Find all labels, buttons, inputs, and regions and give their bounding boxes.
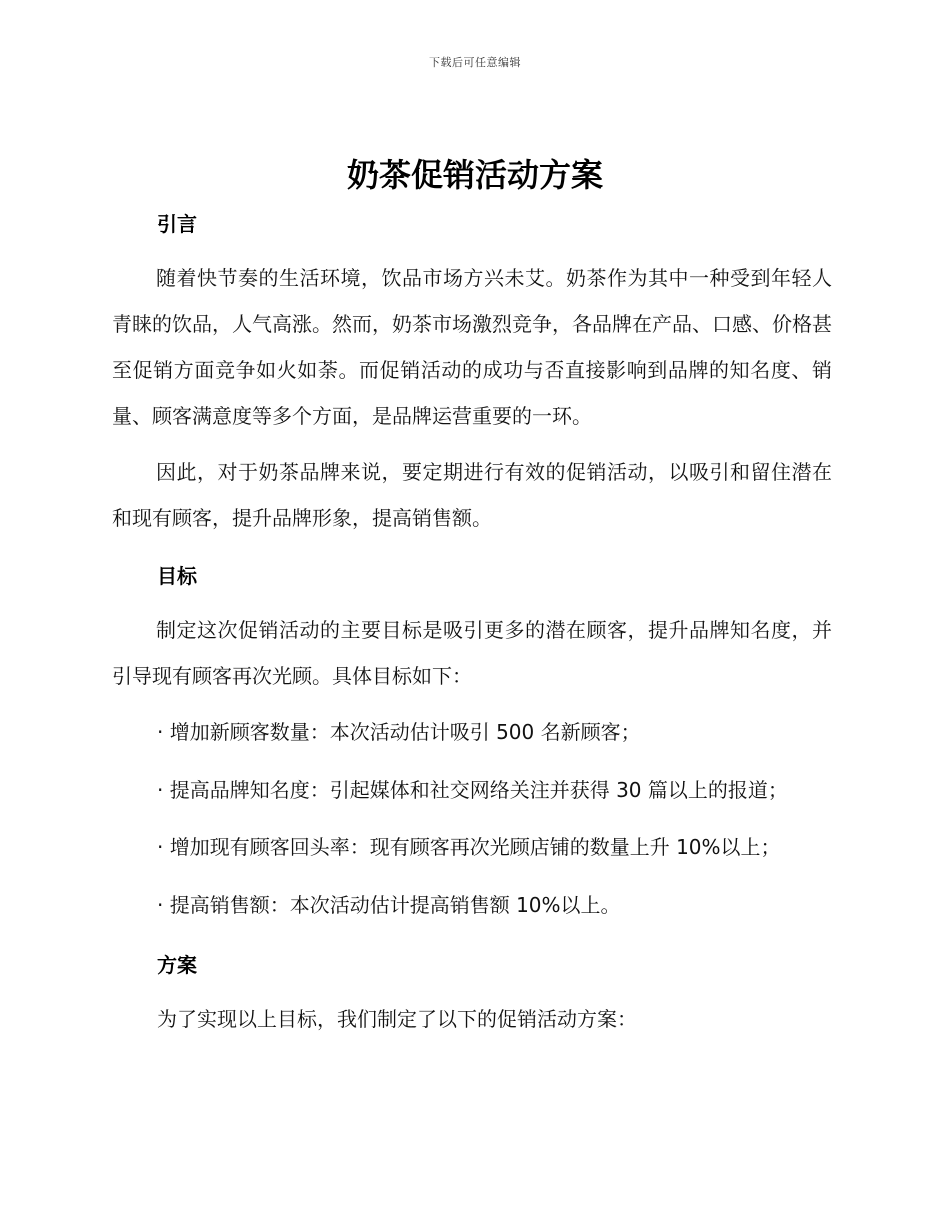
section-heading-intro: 引言 — [157, 212, 197, 236]
intro-paragraph-2: 因此，对于奶茶品牌来说，要定期进行有效的促销活动，以吸引和留住潜在和现有顾客，提升品牌形象，提高销售额。 — [112, 460, 832, 530]
goal-item-brand-awareness: · 提高品牌知名度：引起媒体和社交网络关注并获得 30 篇以上的报道； — [157, 778, 788, 802]
goal-item-return-rate: · 增加现有顾客回头率：现有顾客再次光顾店铺的数量上升 10%以上； — [157, 835, 781, 859]
goal-item-new-customers: · 增加新顾客数量：本次活动估计吸引 500 名新顾客； — [157, 720, 641, 744]
goal-item-sales: · 提高销售额：本次活动估计提高销售额 10%以上。 — [157, 893, 621, 917]
section-heading-plan: 方案 — [157, 953, 197, 977]
section-heading-goals: 目标 — [157, 564, 197, 588]
page-header-note: 下载后可任意编辑 — [429, 56, 521, 69]
plan-paragraph: 为了实现以上目标，我们制定了以下的促销活动方案： — [157, 1007, 637, 1031]
intro-paragraph-1: 随着快节奏的生活环境，饮品市场方兴未艾。奶茶作为其中一种受到年轻人青睐的饮品，人气高涨。然而，奶茶市场激烈竞争，各品牌在产品、口感、价格甚至促销方面竞争如火如荼。而促销活动的成功与否直接影响到品牌的知名度、销量、顾客满意度等多个方面，是品牌运营重要的一环。 — [112, 266, 832, 428]
document-title: 奶茶促销活动方案 — [346, 156, 603, 194]
goals-paragraph: 制定这次促销活动的主要目标是吸引更多的潜在顾客，提升品牌知名度，并引导现有顾客再次光顾。具体目标如下： — [112, 618, 832, 688]
